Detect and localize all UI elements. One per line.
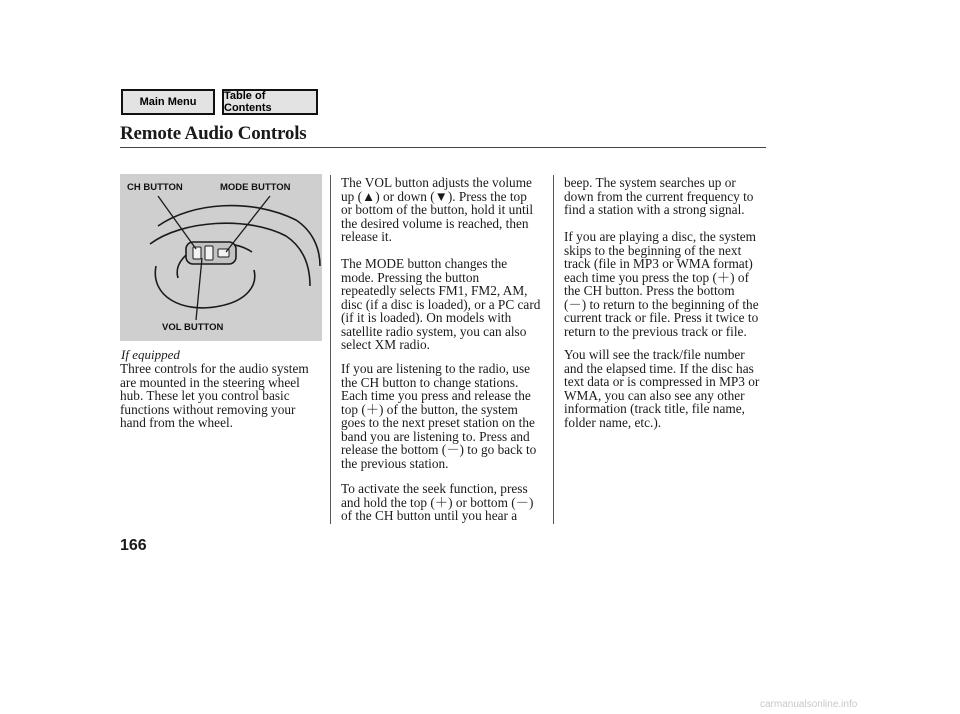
if-equipped-note: If equipped xyxy=(121,347,180,362)
page-title: Remote Audio Controls xyxy=(120,123,307,144)
intro-paragraph: Three controls for the audio system are mounted in the steering wheel hub. These let you control basic functions without removing your hand from the wheel. xyxy=(120,361,309,430)
track-paragraph: You will see the track/file number and the elapsed time. If the disc has text data or is compressed in MP3 or WMA, you can also see any other information (track title, file name, folder name, etc.). xyxy=(564,347,760,430)
ch-button-label: CH BUTTON xyxy=(127,182,183,193)
title-divider xyxy=(120,147,766,148)
seek-continued-paragraph: beep. The system searches up or down from the current frequency to find a station with a strong signal. xyxy=(564,175,754,217)
disc-paragraph: If you are playing a disc, the system skips to the beginning of the next track (file in MP3 or WMA format) each time you press the top (＋) of the CH button. Press the bottom (－) to return to the beginning of the current track or file. Press it twice to return to the previous track or file. xyxy=(564,229,759,339)
watermark: carmanualsonline.info xyxy=(760,699,858,710)
mode-paragraph: The MODE button changes the mode. Pressing the button repeatedly selects FM1, FM2, AM, disc (if a disc is loaded), or a PC card (if it is loaded). On models with satellite radio system, you can also select XM radio. xyxy=(341,256,541,352)
steering-wheel-drawing xyxy=(120,174,322,341)
column-divider xyxy=(330,175,331,524)
steering-wheel-figure xyxy=(120,174,322,341)
page-number: 166 xyxy=(120,537,147,554)
mode-button-label: MODE BUTTON xyxy=(220,182,291,193)
vol-button-label: VOL BUTTON xyxy=(162,322,224,333)
vol-paragraph: The VOL button adjusts the volume up (▲) or down (▼). Press the top or bottom of the button, hold it until the desired volume is reached, then release it. xyxy=(341,175,534,244)
column-divider xyxy=(553,175,554,524)
main-menu-button[interactable]: Main Menu xyxy=(121,89,215,115)
seek-paragraph: To activate the seek function, press and hold the top (＋) or bottom (－) of the CH button until you hear a xyxy=(341,481,534,523)
table-of-contents-button[interactable]: Table of Contents xyxy=(222,89,318,115)
ch-paragraph: If you are listening to the radio, use the CH button to change stations. Each time you press and release the top (＋) of the button, the system goes to the next preset station on the band you are listening to. Press and release the bottom (－) to go back to the previous station. xyxy=(341,361,537,471)
